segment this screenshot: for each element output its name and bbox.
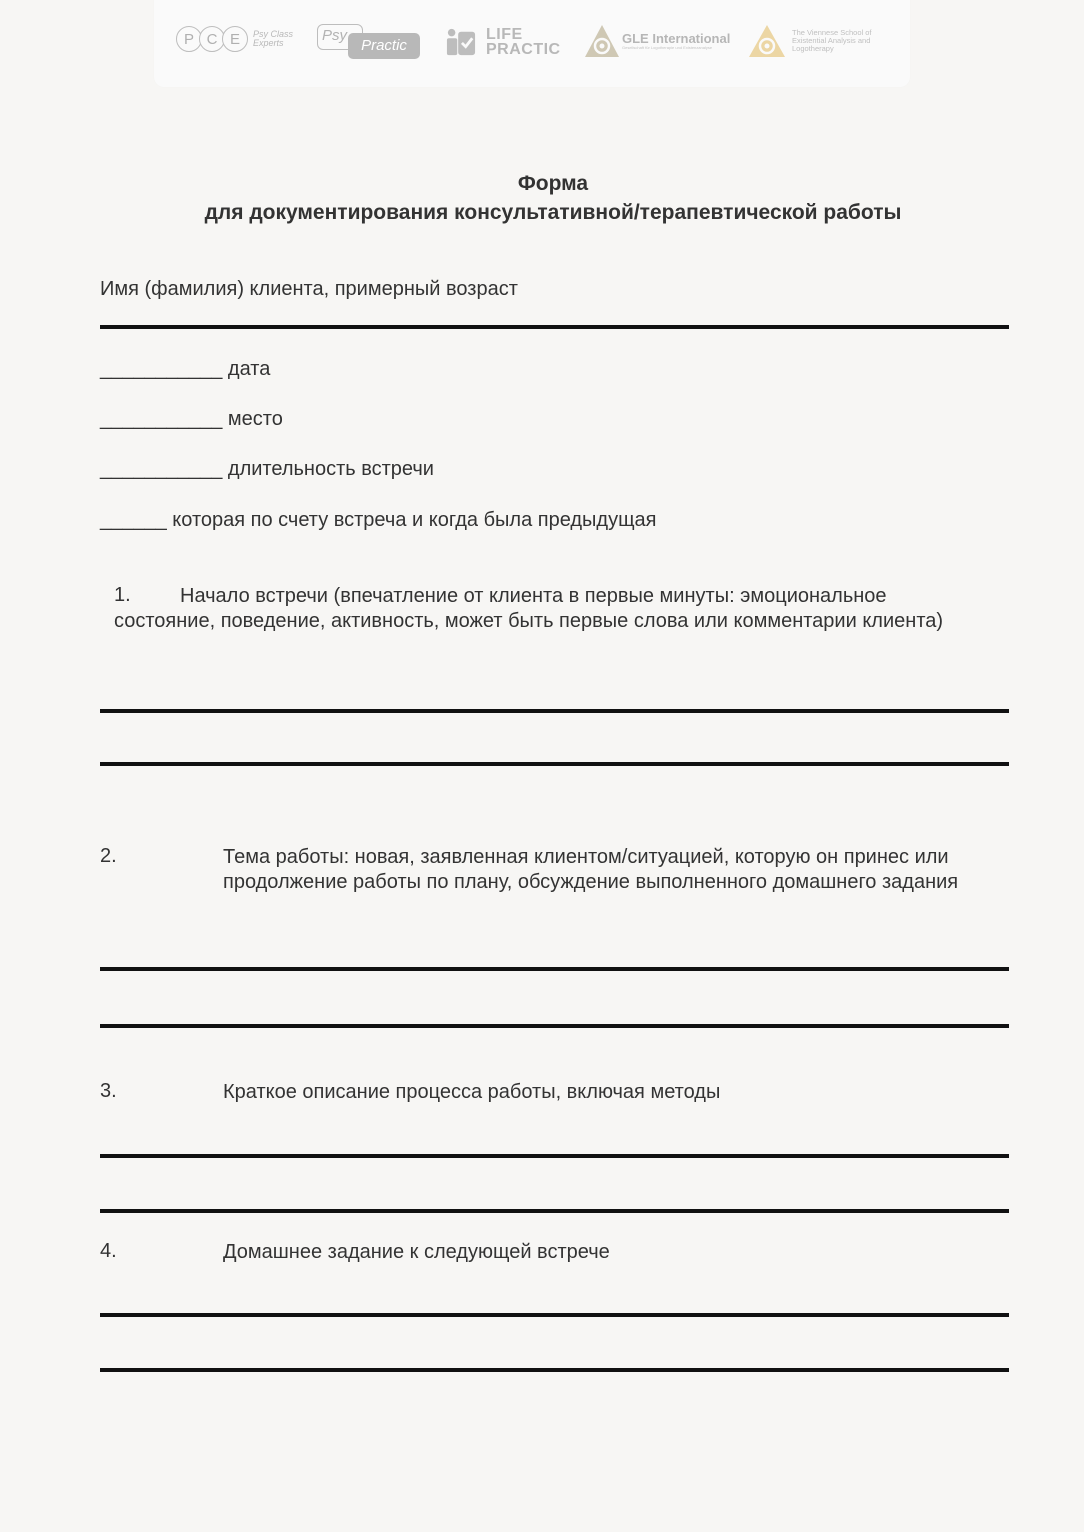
item-1-answer-line-1[interactable] bbox=[100, 709, 1009, 713]
life-practic-text: LIFE PRACTIC bbox=[486, 26, 561, 58]
form-title: Форма bbox=[517, 172, 589, 195]
pce-logo bbox=[176, 26, 293, 52]
item-2-number: 2. bbox=[100, 845, 117, 867]
meeting-number-field: ______ которая по счету встреча и когда была предыдущая bbox=[100, 509, 657, 531]
item-1-number: 1. bbox=[114, 584, 131, 606]
gle-logo-text: GLE International bbox=[622, 31, 731, 46]
item-1-text: Начало встречи (впечатление от клиента в первые минуты: эмоциональное состояние, поведение, активность, может быть первые слова или комментарии клиента) bbox=[114, 585, 944, 632]
item-2-answer-line-2[interactable] bbox=[100, 1024, 1009, 1028]
item-1-answer-line-2[interactable] bbox=[100, 762, 1009, 766]
life-practic-logo bbox=[446, 27, 566, 57]
item-4-answer-line-2[interactable] bbox=[100, 1368, 1009, 1372]
form-subtitle: для документирования консультативной/терапевтической работы bbox=[204, 201, 902, 224]
pce-logo-letter-c: C bbox=[199, 26, 225, 52]
viennese-triangle-icon bbox=[748, 24, 786, 58]
pce-logo-letter-e: E bbox=[222, 26, 248, 52]
partner-logo-bar bbox=[154, 0, 910, 87]
psy-practic-logo bbox=[314, 22, 424, 62]
item-2-answer-line-1[interactable] bbox=[100, 967, 1009, 971]
item-3-answer-line-1[interactable] bbox=[100, 1154, 1009, 1158]
item-2-text: Тема работы: новая, заявленная клиентом/ситуацией, которую он принес или продолжение работы по плану, обсуждение выполненного домашнего задания bbox=[223, 846, 959, 893]
item-4-answer-line-1[interactable] bbox=[100, 1313, 1009, 1317]
gle-international-logo bbox=[584, 24, 730, 58]
item-3-number: 3. bbox=[100, 1080, 117, 1102]
place-field: ___________ место bbox=[100, 408, 283, 430]
client-name-line[interactable] bbox=[100, 325, 1009, 329]
viennese-school-logo bbox=[748, 24, 882, 58]
gle-triangle-icon bbox=[584, 24, 620, 58]
item-4-number: 4. bbox=[100, 1240, 117, 1262]
viennese-logo-text: The Viennese School of Existential Analysis and Logotherapy bbox=[792, 28, 872, 53]
psy-logo-part2: Practic bbox=[348, 33, 420, 59]
item-4-text: Домашнее задание к следующей встрече bbox=[223, 1241, 610, 1263]
item-3-text: Краткое описание процесса работы, включая методы bbox=[223, 1081, 721, 1103]
client-name-label: Имя (фамилия) клиента, примерный возраст bbox=[100, 278, 518, 300]
pce-logo-letter-p: P bbox=[176, 26, 202, 52]
psy-logo-part1: Psy bbox=[317, 24, 363, 50]
life-practic-icon bbox=[446, 27, 476, 57]
date-field: ___________ дата bbox=[100, 358, 271, 380]
item-3-answer-line-2[interactable] bbox=[100, 1209, 1009, 1213]
gle-logo-subtext: Gesellschaft für Logotherapie und Existenzanalyse bbox=[622, 45, 713, 50]
pce-logo-text: Psy Class Experts bbox=[253, 29, 294, 48]
duration-field: ___________ длительность встречи bbox=[100, 458, 434, 480]
